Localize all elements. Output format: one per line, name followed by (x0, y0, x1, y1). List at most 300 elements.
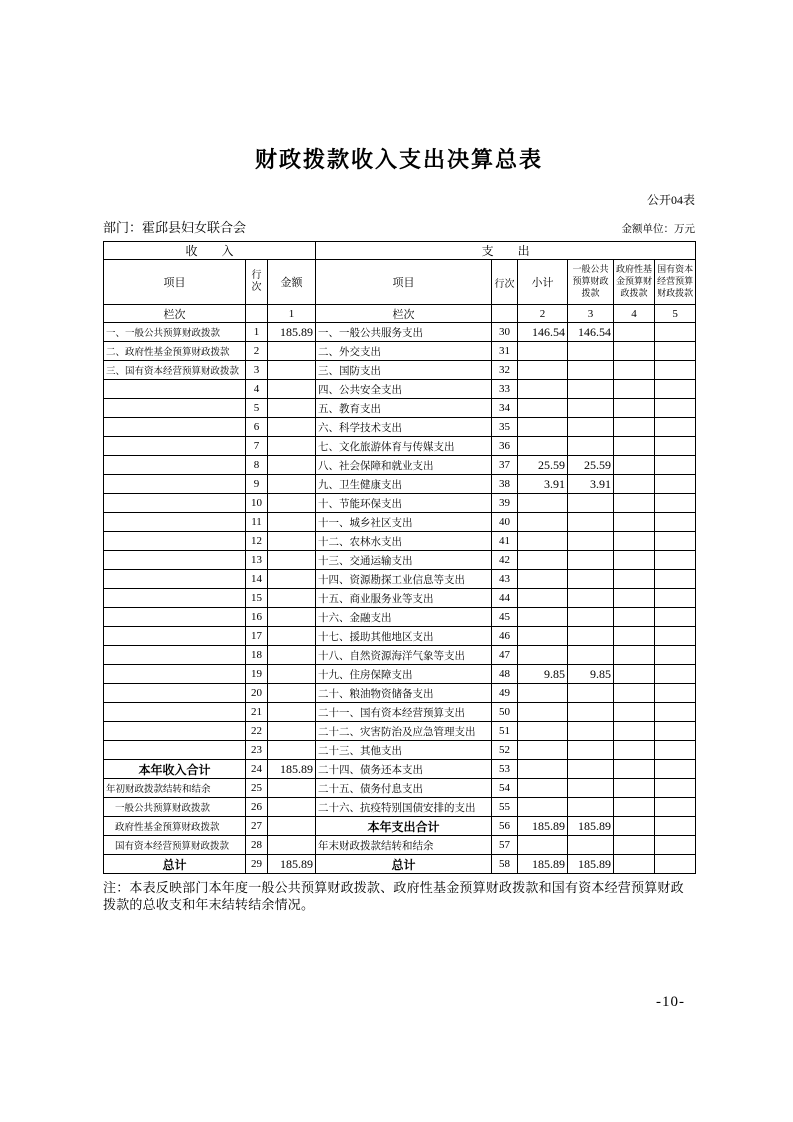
expense-gov-fund-cell (614, 855, 655, 874)
meta-row (103, 217, 695, 236)
income-row-no-cell: 18 (246, 646, 268, 665)
expense-gov-fund-cell (614, 646, 655, 665)
income-item-cell (104, 608, 246, 627)
expense-general-budget-cell (568, 551, 614, 570)
expense-gov-fund-cell (614, 342, 655, 361)
table-body (104, 323, 696, 874)
table-row (104, 665, 696, 684)
expense-row-no-header: 行次 (492, 260, 518, 305)
expense-subtotal-index: 2 (518, 305, 568, 323)
expense-subtotal-cell (518, 836, 568, 855)
expense-state-capital-cell (655, 665, 696, 684)
expense-gov-fund-cell (614, 760, 655, 779)
expense-item-cell: 十六、金融支出 (316, 608, 492, 627)
table-row (104, 418, 696, 437)
expense-gov-fund-cell (614, 817, 655, 836)
income-item-cell (104, 684, 246, 703)
expense-state-capital-cell (655, 817, 696, 836)
income-row-no-cell: 11 (246, 513, 268, 532)
expense-item-cell: 七、文化旅游体育与传媒支出 (316, 437, 492, 456)
expense-general-budget-cell: 9.85 (568, 665, 614, 684)
expense-subtotal-cell (518, 798, 568, 817)
table-row (104, 475, 696, 494)
expense-gov-fund-cell (614, 741, 655, 760)
expense-state-capital-cell (655, 494, 696, 513)
expense-item-cell: 八、社会保障和就业支出 (316, 456, 492, 475)
expense-general-budget-cell (568, 361, 614, 380)
expense-item-cell: 九、卫生健康支出 (316, 475, 492, 494)
expense-gov-fund-cell (614, 323, 655, 342)
expense-gov-fund-cell (614, 703, 655, 722)
expense-gov-fund-cell (614, 589, 655, 608)
income-amount-cell (268, 361, 316, 380)
expense-gov-fund-cell (614, 380, 655, 399)
expense-item-cell: 二十、粮油物资储备支出 (316, 684, 492, 703)
income-item-cell (104, 646, 246, 665)
expense-general-budget-cell: 185.89 (568, 855, 614, 874)
table-row (104, 646, 696, 665)
income-amount-cell (268, 342, 316, 361)
table-row (104, 722, 696, 741)
expense-general-budget-cell: 185.89 (568, 817, 614, 836)
income-amount-cell (268, 418, 316, 437)
income-row-no-cell: 27 (246, 817, 268, 836)
expense-gov-fund-cell (614, 399, 655, 418)
income-item-cell: 二、政府性基金预算财政拨款 (104, 342, 246, 361)
expense-general-budget-cell (568, 760, 614, 779)
expense-state-capital-cell (655, 798, 696, 817)
expense-row-no-cell: 40 (492, 513, 518, 532)
expense-subtotal-cell (518, 513, 568, 532)
income-amount-cell (268, 513, 316, 532)
income-item-cell: 政府性基金预算财政拨款 (104, 817, 246, 836)
expense-state-capital-cell (655, 380, 696, 399)
expense-row-no-cell: 31 (492, 342, 518, 361)
expense-section-header: 支 出 (316, 242, 696, 260)
income-amount-cell: 185.89 (268, 323, 316, 342)
income-amount-cell (268, 532, 316, 551)
income-amount-cell (268, 456, 316, 475)
income-amount-cell (268, 684, 316, 703)
expense-item-cell: 六、科学技术支出 (316, 418, 492, 437)
expense-row-no-cell: 38 (492, 475, 518, 494)
expense-row-no-cell: 44 (492, 589, 518, 608)
expense-item-cell: 二十五、债务付息支出 (316, 779, 492, 798)
table-row (104, 361, 696, 380)
income-row-no-cell: 7 (246, 437, 268, 456)
expense-gov-fund-cell (614, 798, 655, 817)
expense-state-capital-cell (655, 475, 696, 494)
expense-subtotal-cell (518, 646, 568, 665)
expense-item-header: 项目 (316, 260, 492, 305)
expense-general-budget-cell (568, 703, 614, 722)
expense-subtotal-cell (518, 779, 568, 798)
expense-subtotal-cell: 25.59 (518, 456, 568, 475)
expense-item-cell: 二十三、其他支出 (316, 741, 492, 760)
income-row-no-cell: 4 (246, 380, 268, 399)
expense-row-no-cell: 47 (492, 646, 518, 665)
table-row (104, 779, 696, 798)
expense-gov-fund-cell (614, 513, 655, 532)
expense-gov-fund-cell (614, 532, 655, 551)
expense-subtotal-cell (518, 760, 568, 779)
income-row-no-cell: 5 (246, 399, 268, 418)
expense-subtotal-cell (518, 342, 568, 361)
expense-row-no-cell: 32 (492, 361, 518, 380)
expense-subtotal-cell (518, 722, 568, 741)
expense-item-cell: 年末财政拨款结转和结余 (316, 836, 492, 855)
expense-item-cell: 十九、住房保障支出 (316, 665, 492, 684)
income-row-no-cell: 6 (246, 418, 268, 437)
expense-general-budget-cell (568, 342, 614, 361)
expense-row-no-cell: 34 (492, 399, 518, 418)
income-item-cell (104, 437, 246, 456)
income-item-cell: 一般公共预算财政拨款 (104, 798, 246, 817)
expense-state-capital-cell (655, 437, 696, 456)
page-title: 财政拨款收入支出决算总表 (254, 147, 543, 172)
expense-row-no-cell: 43 (492, 570, 518, 589)
content-area (103, 0, 695, 914)
expense-state-capital-cell (655, 456, 696, 475)
expense-gov-fund-cell (614, 456, 655, 475)
income-index-blank (246, 305, 268, 323)
expense-item-cell: 十八、自然资源海洋气象等支出 (316, 646, 492, 665)
income-row-no-cell: 13 (246, 551, 268, 570)
expense-subtotal-cell (518, 361, 568, 380)
table-row (104, 703, 696, 722)
expense-item-cell: 五、教育支出 (316, 399, 492, 418)
income-amount-cell (268, 836, 316, 855)
general-budget-index: 3 (568, 305, 614, 323)
income-row-no-cell: 10 (246, 494, 268, 513)
expense-state-capital-cell (655, 760, 696, 779)
income-amount-cell (268, 380, 316, 399)
expense-state-capital-cell (655, 722, 696, 741)
table-row (104, 456, 696, 475)
table-row (104, 589, 696, 608)
expense-index-label: 栏次 (316, 305, 492, 323)
table-row (104, 741, 696, 760)
table-row (104, 836, 696, 855)
income-amount-header: 金额 (268, 260, 316, 305)
expense-gov-fund-cell (614, 494, 655, 513)
table-row (104, 323, 696, 342)
income-amount-cell (268, 703, 316, 722)
table-row (104, 342, 696, 361)
expense-subtotal-cell (518, 551, 568, 570)
income-row-no-cell: 12 (246, 532, 268, 551)
expense-general-budget-cell (568, 836, 614, 855)
expense-state-capital-cell (655, 646, 696, 665)
expense-general-budget-cell (568, 380, 614, 399)
expense-item-cell: 十四、资源勘探工业信息等支出 (316, 570, 492, 589)
expense-index-blank (492, 305, 518, 323)
expense-general-budget-cell (568, 779, 614, 798)
income-amount-cell (268, 779, 316, 798)
expense-subtotal-cell: 146.54 (518, 323, 568, 342)
expense-gov-fund-cell (614, 722, 655, 741)
income-item-cell (104, 722, 246, 741)
expense-item-cell: 十七、援助其他地区支出 (316, 627, 492, 646)
expense-row-no-cell: 57 (492, 836, 518, 855)
expense-subtotal-cell (518, 589, 568, 608)
expense-general-budget-cell (568, 418, 614, 437)
general-budget-header: 一般公共预算财政拨款 (568, 260, 614, 305)
expense-general-budget-cell (568, 627, 614, 646)
expense-general-budget-cell (568, 494, 614, 513)
income-amount-cell (268, 475, 316, 494)
expense-general-budget-cell (568, 798, 614, 817)
expense-state-capital-cell (655, 779, 696, 798)
expense-subtotal-cell: 185.89 (518, 855, 568, 874)
expense-item-cell: 本年支出合计 (316, 817, 492, 836)
income-amount-cell (268, 665, 316, 684)
expense-general-budget-cell (568, 513, 614, 532)
expense-state-capital-cell (655, 836, 696, 855)
income-item-cell: 本年收入合计 (104, 760, 246, 779)
column-header-row (104, 260, 696, 305)
table-row (104, 513, 696, 532)
income-item-cell: 总计 (104, 855, 246, 874)
expense-state-capital-cell (655, 627, 696, 646)
expense-row-no-cell: 41 (492, 532, 518, 551)
income-row-no-cell: 15 (246, 589, 268, 608)
expense-state-capital-cell (655, 323, 696, 342)
expense-state-capital-cell (655, 703, 696, 722)
page-number: -10- (656, 994, 685, 1010)
department-label: 部门：霍邱县妇女联合会 (103, 220, 247, 235)
table-row (104, 437, 696, 456)
income-row-no-cell: 20 (246, 684, 268, 703)
income-row-no-cell: 26 (246, 798, 268, 817)
income-amount-cell (268, 494, 316, 513)
column-index-row (104, 305, 696, 323)
expense-state-capital-cell (655, 361, 696, 380)
expense-row-no-cell: 37 (492, 456, 518, 475)
expense-gov-fund-cell (614, 551, 655, 570)
income-amount-cell: 185.89 (268, 760, 316, 779)
expense-general-budget-cell (568, 722, 614, 741)
expense-item-cell: 二十一、国有资本经营预算支出 (316, 703, 492, 722)
income-amount-cell (268, 627, 316, 646)
expense-item-cell: 十五、商业服务业等支出 (316, 589, 492, 608)
table-row (104, 760, 696, 779)
expense-subtotal-cell: 185.89 (518, 817, 568, 836)
expense-row-no-cell: 46 (492, 627, 518, 646)
expense-state-capital-cell (655, 342, 696, 361)
income-index-label: 栏次 (104, 305, 246, 323)
expense-gov-fund-cell (614, 779, 655, 798)
expense-general-budget-cell (568, 646, 614, 665)
income-item-cell (104, 589, 246, 608)
income-amount-cell (268, 399, 316, 418)
income-amount-cell (268, 437, 316, 456)
income-amount-cell (268, 551, 316, 570)
expense-general-budget-cell: 146.54 (568, 323, 614, 342)
expense-row-no-cell: 50 (492, 703, 518, 722)
expense-gov-fund-cell (614, 665, 655, 684)
expense-state-capital-cell (655, 418, 696, 437)
expense-item-cell: 四、公共安全支出 (316, 380, 492, 399)
table-row (104, 532, 696, 551)
expense-row-no-cell: 42 (492, 551, 518, 570)
income-row-no-cell: 8 (246, 456, 268, 475)
income-item-cell (104, 399, 246, 418)
expense-general-budget-cell (568, 589, 614, 608)
expense-item-cell: 总计 (316, 855, 492, 874)
income-row-no-header: 行次 (246, 260, 268, 305)
income-amount-cell (268, 722, 316, 741)
income-row-no-cell: 28 (246, 836, 268, 855)
income-row-no-cell: 3 (246, 361, 268, 380)
expense-state-capital-cell (655, 608, 696, 627)
table-row (104, 627, 696, 646)
income-item-cell (104, 380, 246, 399)
expense-item-cell: 十、节能环保支出 (316, 494, 492, 513)
income-item-cell: 国有资本经营预算财政拨款 (104, 836, 246, 855)
income-item-cell (104, 513, 246, 532)
income-amount-cell (268, 570, 316, 589)
expense-general-budget-cell (568, 684, 614, 703)
expense-row-no-cell: 55 (492, 798, 518, 817)
expense-gov-fund-cell (614, 608, 655, 627)
expense-subtotal-cell (518, 570, 568, 589)
expense-subtotal-cell (518, 741, 568, 760)
expense-row-no-cell: 39 (492, 494, 518, 513)
income-row-no-cell: 29 (246, 855, 268, 874)
table-row (104, 494, 696, 513)
income-amount-cell (268, 589, 316, 608)
income-row-no-cell: 2 (246, 342, 268, 361)
footnote: 注：本表反映部门本年度一般公共预算财政拨款、政府性基金预算财政拨款和国有资本经营预算财政拨款的总收支和年末结转结余情况。 (103, 880, 684, 912)
income-amount-cell (268, 741, 316, 760)
expense-item-cell: 二十四、债务还本支出 (316, 760, 492, 779)
expense-row-no-cell: 52 (492, 741, 518, 760)
table-row (104, 570, 696, 589)
expense-row-no-cell: 54 (492, 779, 518, 798)
state-capital-budget-header: 国有资本经营预算财政拨款 (655, 260, 696, 305)
income-item-cell (104, 456, 246, 475)
table-row (104, 798, 696, 817)
income-row-no-cell: 9 (246, 475, 268, 494)
income-row-no-cell: 16 (246, 608, 268, 627)
gov-fund-budget-index: 4 (614, 305, 655, 323)
income-row-no-cell: 22 (246, 722, 268, 741)
expense-general-budget-cell: 3.91 (568, 475, 614, 494)
expense-row-no-cell: 36 (492, 437, 518, 456)
income-amount-cell (268, 798, 316, 817)
expense-state-capital-cell (655, 551, 696, 570)
expense-gov-fund-cell (614, 437, 655, 456)
expense-item-cell: 十一、城乡社区支出 (316, 513, 492, 532)
income-amount-index: 1 (268, 305, 316, 323)
expense-row-no-cell: 33 (492, 380, 518, 399)
income-row-no-cell: 24 (246, 760, 268, 779)
expense-row-no-cell: 53 (492, 760, 518, 779)
income-row-no-cell: 17 (246, 627, 268, 646)
expense-item-cell: 二十六、抗疫特别国债安排的支出 (316, 798, 492, 817)
income-item-cell: 一、一般公共预算财政拨款 (104, 323, 246, 342)
income-row-no-cell: 23 (246, 741, 268, 760)
expense-state-capital-cell (655, 855, 696, 874)
expense-subtotal-cell (518, 494, 568, 513)
table-row (104, 551, 696, 570)
expense-item-cell: 二、外交支出 (316, 342, 492, 361)
expense-state-capital-cell (655, 741, 696, 760)
budget-table (103, 241, 696, 874)
expense-row-no-cell: 58 (492, 855, 518, 874)
expense-subtotal-cell (518, 608, 568, 627)
expense-subtotal-cell: 9.85 (518, 665, 568, 684)
expense-general-budget-cell (568, 741, 614, 760)
income-item-cell (104, 418, 246, 437)
expense-subtotal-cell (518, 418, 568, 437)
expense-state-capital-cell (655, 684, 696, 703)
table-row (104, 855, 696, 874)
table-row (104, 817, 696, 836)
income-item-cell (104, 665, 246, 684)
income-row-no-cell: 19 (246, 665, 268, 684)
expense-general-budget-cell: 25.59 (568, 456, 614, 475)
amount-unit-label: 金额单位：万元 (621, 224, 695, 235)
income-item-cell: 年初财政拨款结转和结余 (104, 779, 246, 798)
expense-subtotal-cell: 3.91 (518, 475, 568, 494)
expense-row-no-cell: 45 (492, 608, 518, 627)
table-row (104, 608, 696, 627)
table-row (104, 380, 696, 399)
table-row (104, 399, 696, 418)
income-amount-cell (268, 817, 316, 836)
income-item-header: 项目 (104, 260, 246, 305)
expense-gov-fund-cell (614, 475, 655, 494)
expense-row-no-cell: 56 (492, 817, 518, 836)
expense-row-no-cell: 35 (492, 418, 518, 437)
expense-gov-fund-cell (614, 418, 655, 437)
expense-general-budget-cell (568, 399, 614, 418)
expense-state-capital-cell (655, 513, 696, 532)
state-capital-budget-index: 5 (655, 305, 696, 323)
expense-row-no-cell: 30 (492, 323, 518, 342)
expense-general-budget-cell (568, 532, 614, 551)
income-item-cell (104, 703, 246, 722)
form-code-label: 公开04表 (646, 193, 695, 207)
income-item-cell (104, 532, 246, 551)
expense-subtotal-header: 小计 (518, 260, 568, 305)
expense-subtotal-cell (518, 532, 568, 551)
expense-state-capital-cell (655, 532, 696, 551)
expense-item-cell: 十二、农林水支出 (316, 532, 492, 551)
table-row (104, 684, 696, 703)
expense-item-cell: 二十二、灾害防治及应急管理支出 (316, 722, 492, 741)
expense-state-capital-cell (655, 399, 696, 418)
expense-subtotal-cell (518, 684, 568, 703)
expense-row-no-cell: 51 (492, 722, 518, 741)
expense-state-capital-cell (655, 589, 696, 608)
income-item-cell (104, 627, 246, 646)
income-item-cell (104, 494, 246, 513)
expense-subtotal-cell (518, 703, 568, 722)
expense-subtotal-cell (518, 399, 568, 418)
income-row-no-cell: 21 (246, 703, 268, 722)
expense-item-cell: 三、国防支出 (316, 361, 492, 380)
income-row-no-cell: 25 (246, 779, 268, 798)
expense-subtotal-cell (518, 380, 568, 399)
expense-general-budget-cell (568, 437, 614, 456)
income-row-no-cell: 14 (246, 570, 268, 589)
expense-item-cell: 一、一般公共服务支出 (316, 323, 492, 342)
expense-item-cell: 十三、交通运输支出 (316, 551, 492, 570)
income-item-cell (104, 741, 246, 760)
